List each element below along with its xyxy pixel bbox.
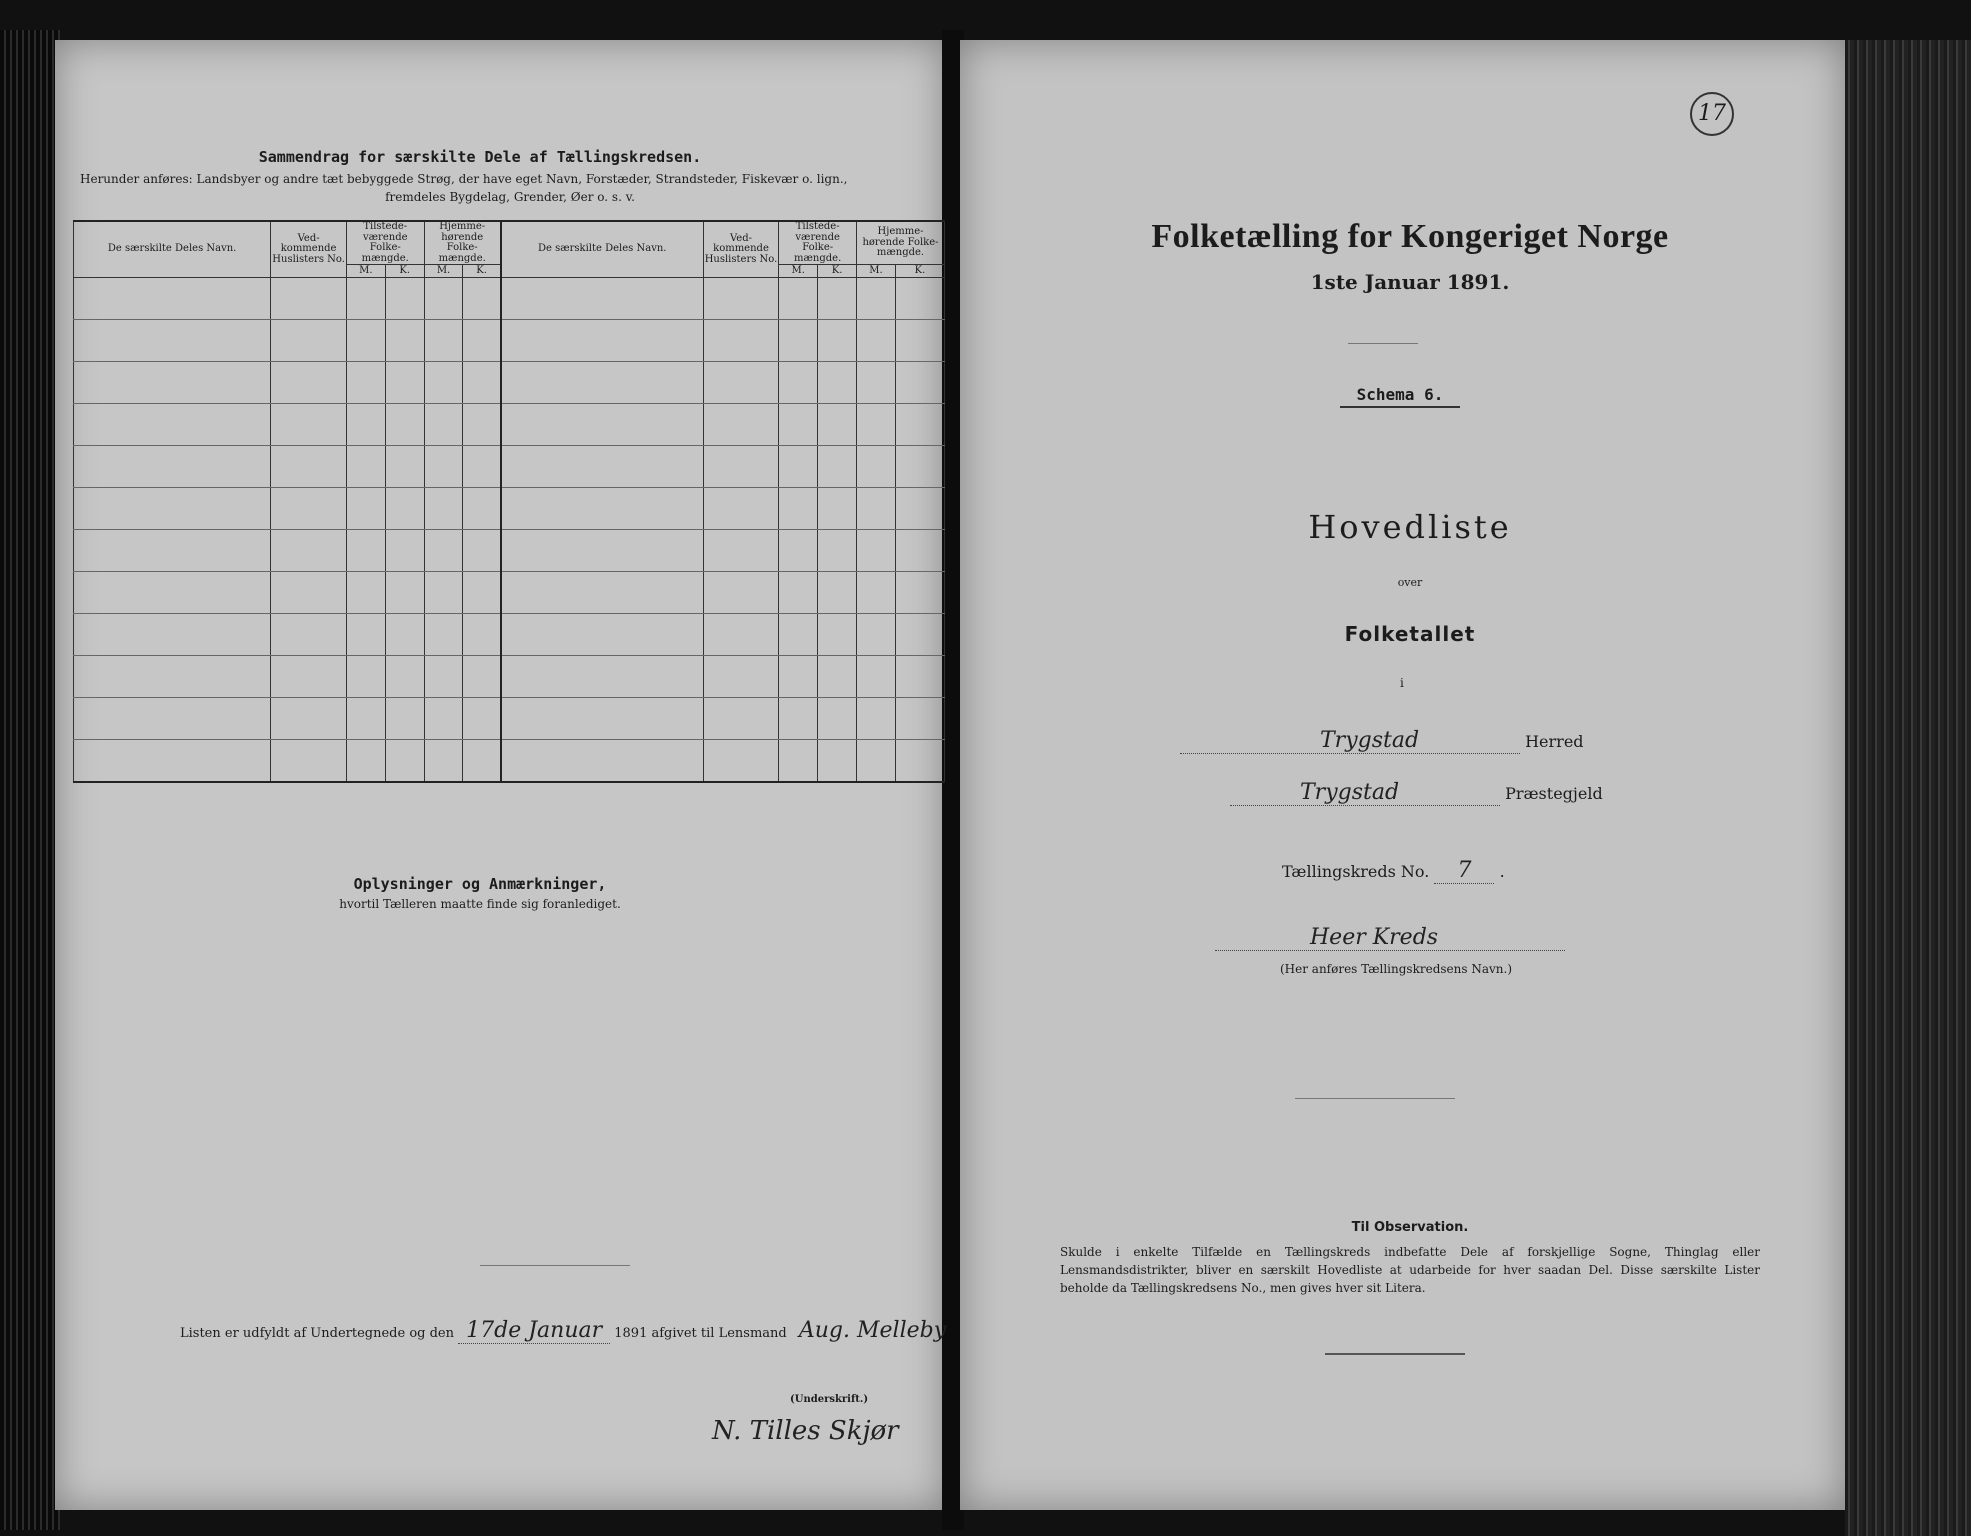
table-cell	[463, 362, 501, 404]
praestegjeld-label: Præstegjeld	[1505, 784, 1603, 803]
table-cell	[779, 488, 818, 530]
table-cell	[385, 740, 424, 783]
table-cell	[346, 446, 385, 488]
underskrift-label: (Underskrift.)	[790, 1394, 869, 1405]
herred-field	[1180, 728, 1584, 754]
table-cell	[271, 656, 347, 698]
table-cell	[385, 362, 424, 404]
table-cell	[818, 614, 857, 656]
header-m: M.	[857, 265, 896, 278]
kreds-name-value: Heer Kreds	[1215, 925, 1565, 951]
table-cell	[818, 698, 857, 740]
table-cell	[385, 404, 424, 446]
table-cell	[271, 488, 347, 530]
table-cell	[74, 488, 271, 530]
table-cell	[346, 530, 385, 572]
table-cell	[346, 320, 385, 362]
table-cell	[857, 530, 896, 572]
table-cell	[74, 614, 271, 656]
table-cell	[895, 362, 944, 404]
header-hjemme: Hjemme-hørende Folke-mængde.	[424, 221, 501, 265]
table-cell	[463, 278, 501, 320]
page-edge-stack	[1845, 40, 1971, 1536]
table-cell	[346, 488, 385, 530]
table-cell	[271, 614, 347, 656]
table-cell	[501, 488, 703, 530]
divider-rule	[1325, 1353, 1465, 1355]
table-cell	[703, 740, 779, 783]
table-cell	[346, 362, 385, 404]
table-row	[74, 530, 945, 572]
table-row	[74, 278, 945, 320]
table-cell	[424, 572, 463, 614]
table-cell	[895, 614, 944, 656]
table-cell	[346, 698, 385, 740]
table-cell	[385, 614, 424, 656]
table-cell	[385, 530, 424, 572]
table-cell	[895, 656, 944, 698]
kreds-period: .	[1499, 862, 1505, 881]
table-cell	[857, 320, 896, 362]
table-cell	[501, 698, 703, 740]
listen-line	[180, 1318, 946, 1343]
table-cell	[895, 698, 944, 740]
table-cell	[74, 572, 271, 614]
table-cell	[895, 530, 944, 572]
table-cell	[424, 446, 463, 488]
summary-subtitle-line2: fremdeles Bygdelag, Grender, Øer o. s. v.	[385, 190, 635, 204]
table-cell	[346, 740, 385, 783]
table-cell	[271, 698, 347, 740]
table-cell	[271, 278, 347, 320]
table-cell	[779, 740, 818, 783]
table-cell	[501, 740, 703, 783]
table-cell	[857, 362, 896, 404]
table-cell	[895, 320, 944, 362]
header-k: K.	[895, 265, 944, 278]
table-cell	[424, 278, 463, 320]
table-cell	[857, 572, 896, 614]
table-cell	[424, 488, 463, 530]
table-cell	[703, 656, 779, 698]
table-cell	[463, 740, 501, 783]
table-cell	[463, 488, 501, 530]
table-cell	[818, 572, 857, 614]
kreds-field	[1282, 858, 1505, 884]
table-cell	[346, 572, 385, 614]
summary-subtitle-line1: Herunder anføres: Landsbyer og andre tæt bebyggede Strøg, der have eget Navn, Forstæder, Strandsteder, Fiskevær o. lign.,	[80, 172, 848, 186]
table-row	[74, 320, 945, 362]
table-cell	[779, 614, 818, 656]
table-row	[74, 698, 945, 740]
header-k: K.	[818, 265, 857, 278]
table-cell	[895, 740, 944, 783]
table-cell	[463, 698, 501, 740]
table-cell	[779, 278, 818, 320]
observation-title: Til Observation.	[1351, 1220, 1469, 1235]
table-cell	[501, 530, 703, 572]
table-cell	[703, 488, 779, 530]
table-cell	[74, 656, 271, 698]
table-cell	[424, 614, 463, 656]
table-cell	[818, 740, 857, 783]
main-title: Folketælling for Kongeriget Norge	[1151, 218, 1669, 255]
table-cell	[74, 404, 271, 446]
table-cell	[703, 362, 779, 404]
table-row	[74, 488, 945, 530]
table-cell	[703, 278, 779, 320]
table-cell	[818, 530, 857, 572]
table-cell	[346, 614, 385, 656]
table-cell	[501, 278, 703, 320]
header-k: K.	[385, 265, 424, 278]
header-name: De særskilte Deles Navn.	[74, 221, 271, 278]
header-m: M.	[346, 265, 385, 278]
table-cell	[385, 320, 424, 362]
census-date: 1ste Januar 1891.	[1310, 270, 1510, 294]
table-cell	[501, 320, 703, 362]
table-row	[74, 740, 945, 783]
table-cell	[895, 446, 944, 488]
table-cell	[703, 446, 779, 488]
table-cell	[895, 488, 944, 530]
kreds-name-hint: (Her anføres Tællingskredsens Navn.)	[1280, 962, 1513, 976]
summary-table	[73, 220, 945, 783]
table-cell	[463, 572, 501, 614]
header-m: M.	[779, 265, 818, 278]
table-cell	[463, 614, 501, 656]
divider-rule	[1348, 343, 1418, 344]
table-cell	[74, 446, 271, 488]
table-cell	[818, 446, 857, 488]
table-cell	[818, 320, 857, 362]
table-cell	[271, 404, 347, 446]
table-cell	[346, 404, 385, 446]
table-cell	[501, 404, 703, 446]
i-label: i	[1400, 676, 1404, 690]
hovedliste-heading: Hovedliste	[1308, 508, 1512, 546]
table-row	[74, 656, 945, 698]
header-k: K.	[463, 265, 501, 278]
table-cell	[895, 278, 944, 320]
table-cell	[346, 656, 385, 698]
table-cell	[385, 572, 424, 614]
table-cell	[818, 404, 857, 446]
header-huslist-2: Ved-kommende Huslisters No.	[703, 221, 779, 278]
table-cell	[779, 572, 818, 614]
table-cell	[779, 698, 818, 740]
header-tilstede: Tilstede-værende Folke-mængde.	[346, 221, 424, 265]
page-number: 17	[1690, 92, 1734, 136]
table-cell	[818, 278, 857, 320]
table-cell	[346, 278, 385, 320]
table-cell	[703, 698, 779, 740]
divider-rule	[1295, 1098, 1455, 1099]
table-cell	[818, 656, 857, 698]
table-cell	[463, 656, 501, 698]
table-cell	[779, 446, 818, 488]
table-cell	[424, 656, 463, 698]
divider-rule	[480, 1265, 630, 1266]
header-m: M.	[424, 265, 463, 278]
table-cell	[385, 488, 424, 530]
table-cell	[501, 446, 703, 488]
table-cell	[424, 530, 463, 572]
table-cell	[74, 530, 271, 572]
table-cell	[703, 614, 779, 656]
table-cell	[385, 278, 424, 320]
table-cell	[779, 362, 818, 404]
kreds-value: 7	[1434, 858, 1494, 884]
table-cell	[857, 404, 896, 446]
table-cell	[463, 446, 501, 488]
table-row	[74, 572, 945, 614]
header-name-2: De særskilte Deles Navn.	[501, 221, 703, 278]
table-cell	[271, 320, 347, 362]
table-row	[74, 446, 945, 488]
table-cell	[703, 404, 779, 446]
table-row	[74, 404, 945, 446]
table-cell	[424, 320, 463, 362]
table-cell	[703, 572, 779, 614]
table-cell	[501, 362, 703, 404]
table-cell	[501, 572, 703, 614]
table-cell	[385, 446, 424, 488]
table-cell	[424, 698, 463, 740]
kreds-name-field	[1215, 925, 1565, 951]
listen-middle: 1891 afgivet til Lensmand	[614, 1326, 787, 1341]
table-cell	[857, 740, 896, 783]
table-cell	[857, 614, 896, 656]
listen-prefix: Listen er udfyldt af Undertegnede og den	[180, 1326, 454, 1341]
table-cell	[779, 656, 818, 698]
table-cell	[74, 362, 271, 404]
listen-date-handwritten: 17de Januar	[458, 1318, 610, 1344]
table-cell	[779, 404, 818, 446]
table-cell	[463, 404, 501, 446]
table-cell	[271, 446, 347, 488]
table-cell	[857, 446, 896, 488]
table-cell	[74, 740, 271, 783]
lensmand-handwritten: Aug. Melleby	[798, 1318, 947, 1343]
oplysninger-title: Oplysninger og Anmærkninger,	[353, 875, 607, 893]
over-label: over	[1397, 576, 1423, 589]
table-cell	[895, 404, 944, 446]
table-cell	[271, 572, 347, 614]
table-cell	[74, 320, 271, 362]
table-cell	[463, 320, 501, 362]
table-cell	[779, 530, 818, 572]
folketallet-heading: Folketallet	[1344, 622, 1476, 646]
table-cell	[818, 362, 857, 404]
book-left-edge	[0, 30, 60, 1530]
table-cell	[857, 698, 896, 740]
herred-label: Herred	[1525, 732, 1584, 751]
observation-text: Skulde i enkelte Tilfælde en Tællingskreds indbefatte Dele af forskjellige Sogne, Thinglag eller Lensmandsdistrikter, bliver en særskilt Hovedliste at udarbeide for hver saadan Del. Disse særskilte Lister beholde da Tællingskredsens No., men gives hver sit Litera.	[1060, 1245, 1760, 1295]
table-cell	[703, 320, 779, 362]
summary-title: Sammendrag for særskilte Dele af Tællingskredsen.	[258, 148, 702, 166]
table-cell	[463, 530, 501, 572]
table-cell	[385, 656, 424, 698]
table-cell	[271, 740, 347, 783]
table-cell	[818, 488, 857, 530]
table-cell	[703, 530, 779, 572]
table-cell	[857, 278, 896, 320]
table-cell	[424, 740, 463, 783]
praestegjeld-field	[1230, 780, 1603, 806]
praestegjeld-value: Trygstad	[1230, 780, 1500, 806]
table-cell	[857, 488, 896, 530]
table-cell	[271, 530, 347, 572]
table-cell	[271, 362, 347, 404]
table-cell	[74, 278, 271, 320]
herred-value: Trygstad	[1180, 728, 1520, 754]
table-row	[74, 362, 945, 404]
schema-label: Schema 6.	[1340, 385, 1460, 408]
signature-handwritten: N. Tilles Skjør	[712, 1416, 899, 1446]
table-cell	[779, 320, 818, 362]
table-cell	[501, 656, 703, 698]
table-cell	[501, 614, 703, 656]
header-tilstede-2: Tilstede-værende Folke-mængde.	[779, 221, 857, 265]
table-cell	[74, 698, 271, 740]
table-cell	[385, 698, 424, 740]
table-cell	[857, 656, 896, 698]
table-cell	[424, 404, 463, 446]
table-cell	[424, 362, 463, 404]
table-cell	[895, 572, 944, 614]
kreds-label: Tællingskreds No.	[1282, 862, 1430, 881]
oplysninger-subtitle: hvortil Tælleren maatte finde sig foranlediget.	[339, 897, 621, 911]
header-huslist: Ved-kommende Huslisters No.	[271, 221, 347, 278]
header-hjemme-2: Hjemme-hørende Folke-mængde.	[857, 221, 945, 265]
table-row	[74, 614, 945, 656]
